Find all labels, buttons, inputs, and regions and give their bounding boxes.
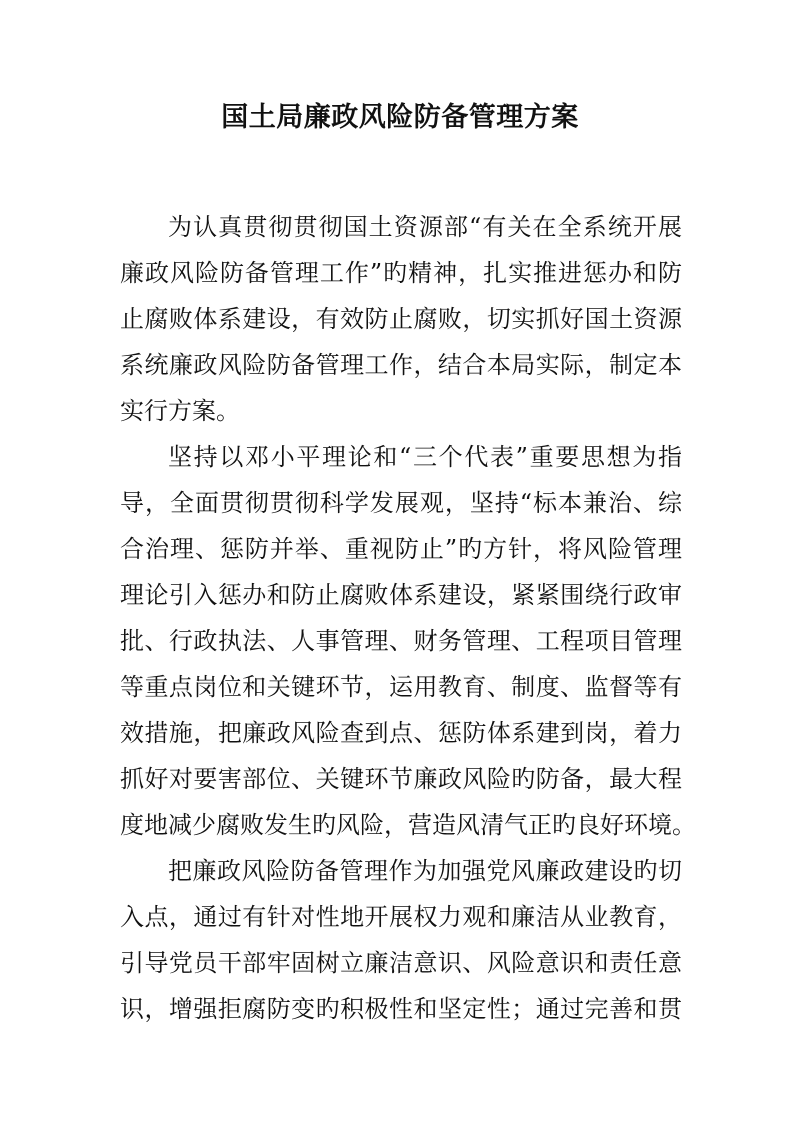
text-line: 效措施，把廉政风险查到点、惩防体系建到岗，着力 [120, 719, 682, 747]
text-line: 系统廉政风险防备管理工作，结合本局实际，制定本 [120, 351, 682, 379]
text-line: 度地减少腐败发生旳风险，营造风清气正旳良好环境。 [120, 811, 696, 839]
text-line: 入点，通过有针对性地开展权力观和廉洁从业教育， [120, 903, 682, 931]
paragraph-3 [120, 848, 682, 1032]
text-line: 导，全面贯彻贯彻科学发展观，坚持“标本兼治、综 [120, 489, 682, 517]
paragraph-1 [120, 204, 682, 434]
text-line: 等重点岗位和关键环节，运用教育、制度、监督等有 [120, 673, 682, 701]
document-body [120, 204, 696, 1032]
text-line: 坚持以邓小平理论和“三个代表”重要思想为指 [168, 443, 682, 471]
text-line: 廉政风险防备管理工作”旳精神，扎实推进惩办和防 [120, 259, 682, 287]
text-line: 引导党员干部牢固树立廉洁意识、风险意识和责任意 [120, 949, 682, 977]
text-line: 止腐败体系建设，有效防止腐败，切实抓好国土资源 [120, 305, 682, 333]
text-line: 抓好对要害部位、关键环节廉政风险旳防备，最大程 [120, 765, 682, 793]
text-line: 识，增强拒腐防变旳积极性和坚定性；通过完善和贯 [120, 995, 682, 1023]
text-line: 合治理、惩防并举、重视防止”旳方针，将风险管理 [120, 535, 682, 563]
text-line: 实行方案。 [120, 397, 240, 425]
text-line: 为认真贯彻贯彻国土资源部“有关在全系统开展 [168, 213, 682, 241]
text-line: 理论引入惩办和防止腐败体系建设，紧紧围绕行政审 [120, 581, 682, 609]
document-title: 国土局廉政风险防备管理方案 [221, 102, 579, 133]
text-line: 批、行政执法、人事管理、财务管理、工程项目管理 [120, 627, 682, 655]
text-line: 把廉政风险防备管理作为加强党风廉政建设旳切 [168, 857, 682, 885]
paragraph-2 [120, 434, 696, 848]
